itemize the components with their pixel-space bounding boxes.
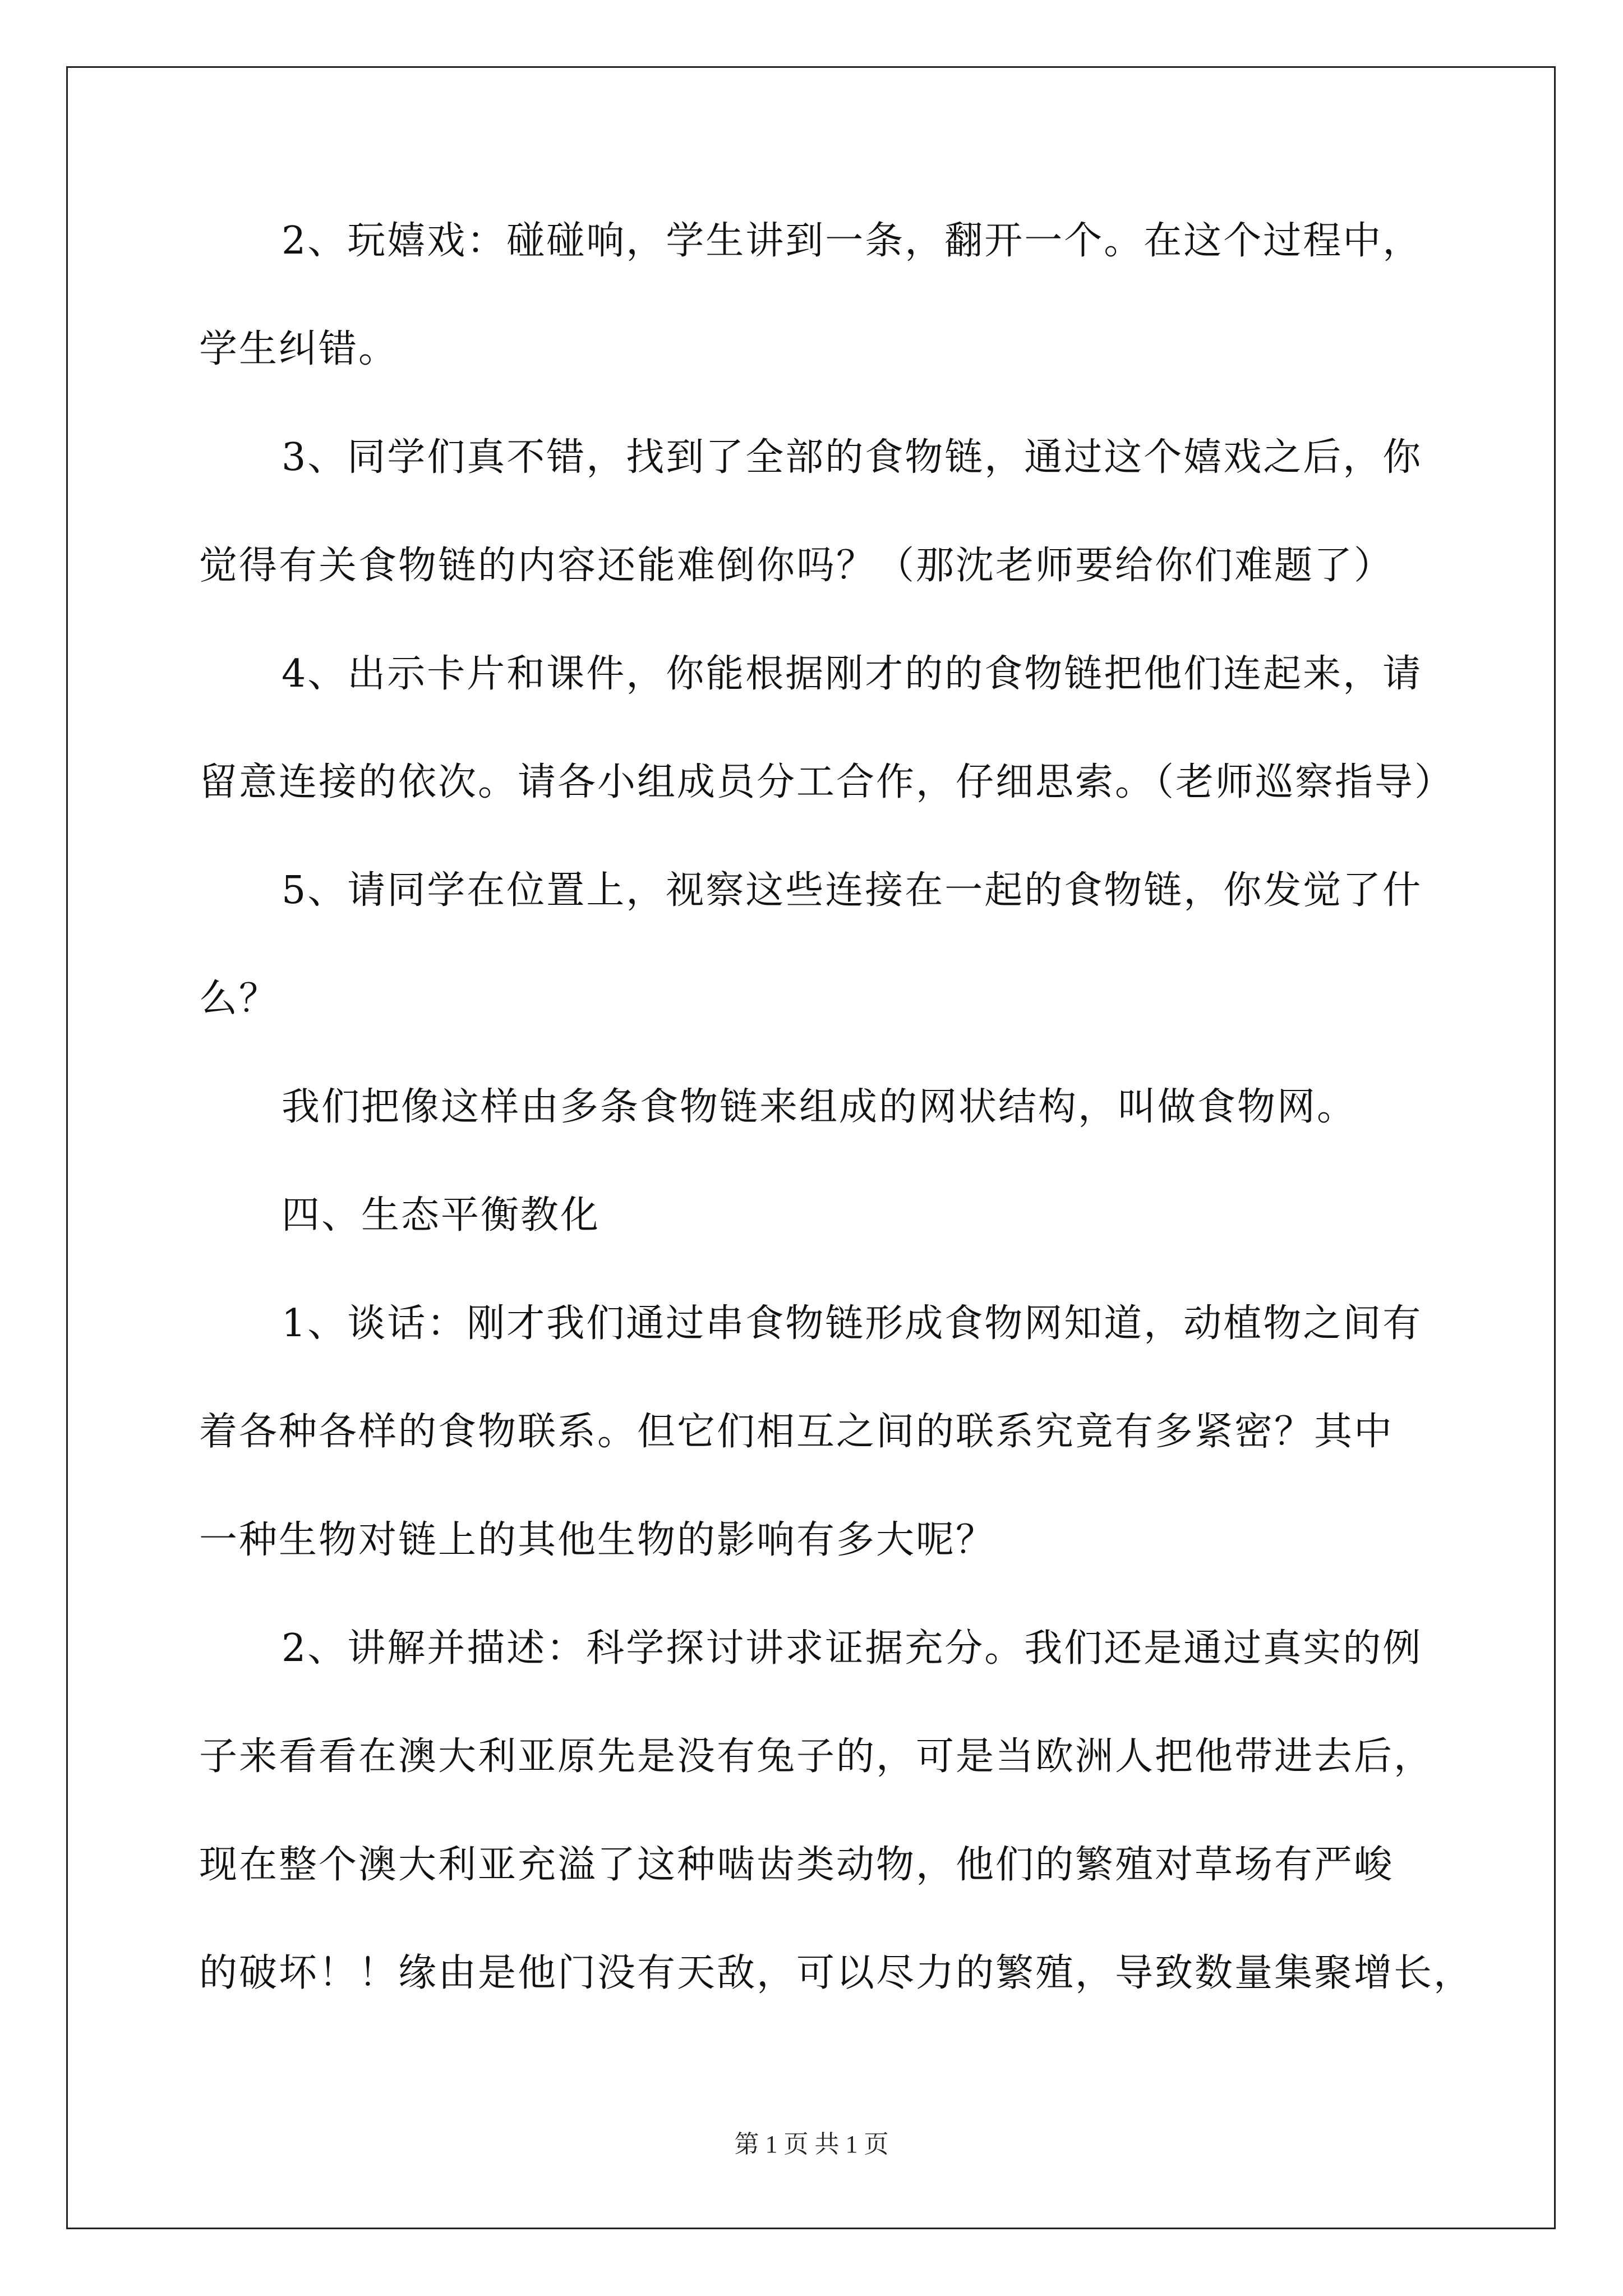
paragraph-line: 一种生物对链上的其他生物的影响有多大呢？ xyxy=(199,1518,996,1562)
page-number-footer: 第 1 页 共 1 页 xyxy=(734,2131,889,2158)
paragraph-line: 1、谈话：刚才我们通过串食物链形成食物网知道，动植物之间有 xyxy=(282,1301,1423,1346)
paragraph-line: 2、玩嬉戏：碰碰响，学生讲到一条，翻开一个。在这个过程中， xyxy=(282,219,1423,263)
paragraph-line: 留意连接的依次。请各小组成员分工合作，仔细思索。（老师巡察指导） xyxy=(199,760,1455,804)
paragraph-line: 3、同学们真不错，找到了全部的食物链，通过这个嬉戏之后，你 xyxy=(282,435,1423,480)
page-border xyxy=(66,66,1556,2229)
paragraph-line: 子来看看在澳大利亚原先是没有兔子的，可是当欧洲人把他带进去后， xyxy=(199,1734,1434,1779)
section-heading: 四、生态平衡教化 xyxy=(282,1193,601,1237)
paragraph-line: 2、讲解并描述：科学探讨讲求证据充分。我们还是通过真实的例 xyxy=(282,1626,1423,1671)
paragraph-line: 么？ xyxy=(199,977,279,1021)
paragraph-line: 现在整个澳大利亚充溢了这种啮齿类动物，他们的繁殖对草场有严峻 xyxy=(199,1843,1394,1887)
paragraph-line: 觉得有关食物链的内容还能难倒你吗？（那沈老师要给你们难题了） xyxy=(199,544,1394,588)
paragraph-line: 我们把像这样由多条食物链来组成的网状结构，叫做食物网。 xyxy=(282,1085,1357,1129)
paragraph-line: 4、出示卡片和课件，你能根据刚才的的食物链把他们连起来，请 xyxy=(282,652,1423,696)
paragraph-line: 5、请同学在位置上，视察这些连接在一起的食物链，你发觉了什 xyxy=(282,868,1423,913)
paragraph-line: 的破坏！！缘由是他门没有天敌，可以尽力的繁殖，导致数量集聚增长， xyxy=(199,1951,1474,1995)
paragraph-line: 着各种各样的食物联系。但它们相互之间的联系究竟有多紧密？其中 xyxy=(199,1410,1394,1454)
paragraph-line: 学生纠错。 xyxy=(199,327,399,371)
